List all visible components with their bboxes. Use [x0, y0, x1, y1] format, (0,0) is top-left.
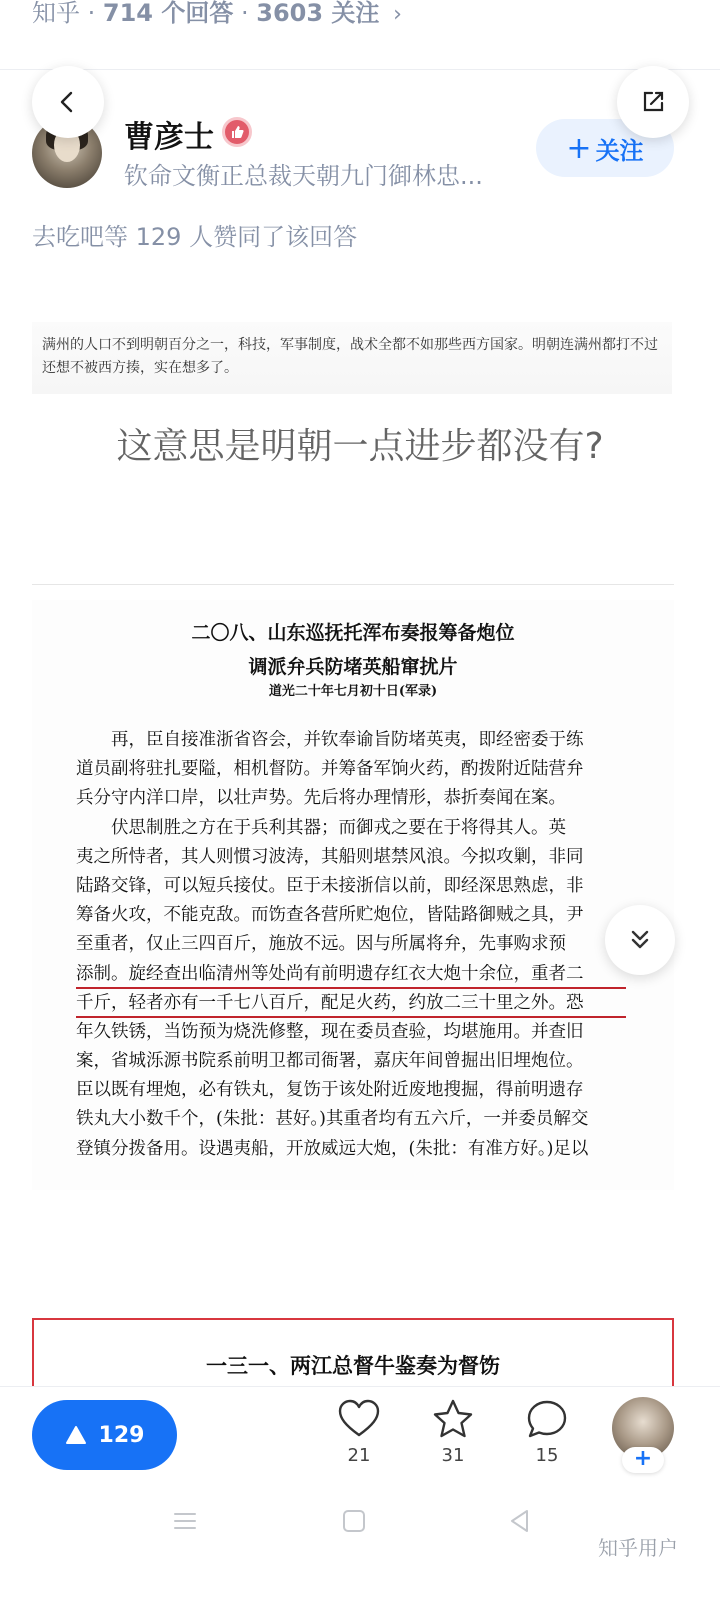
plus-icon: + [566, 130, 592, 166]
document-title-line1: 二〇八、山东巡抚托浑布奏报筹备炮位 [191, 622, 515, 644]
document-line: 陆路交锋，可以短兵接仗。臣于未接浙信以前，即经深思熟虑，非 [76, 875, 584, 896]
favorite-count: 31 [441, 1445, 465, 1466]
star-icon [431, 1399, 475, 1439]
answer-count: 714 个回答 [102, 0, 234, 27]
system-nav-bar [0, 1486, 720, 1600]
document-body [76, 726, 626, 1164]
document-line-underlined: 添制。旋经查出临清州等处尚有前明遗存红衣大炮十余位，重者二 [76, 960, 626, 989]
share-icon [639, 88, 667, 116]
document-line: 至重者，仅止三四百斤，施放不远。因与所属将弁，先事购求预 [76, 934, 566, 955]
back-button[interactable] [32, 66, 104, 138]
document-date: 道光二十年七月初十日(军录) [268, 684, 438, 699]
author-bio: 钦命文衡正总裁天朝九门御林忠... [124, 162, 483, 190]
like-button[interactable] [329, 1399, 389, 1466]
author-name[interactable]: 曹彦士 [124, 120, 214, 155]
follow-plus-icon[interactable]: + [622, 1447, 664, 1473]
menu-icon[interactable] [172, 1508, 198, 1534]
document-line: 再，臣自接准浙省咨会，并钦奉谕旨防堵英夷，即经密委于练 [76, 730, 584, 750]
document-line: 夷之所恃者，其人则惯习波涛，其船则堪禁风浪。今拟攻剿，非同 [76, 846, 584, 867]
verified-badge-icon [222, 117, 252, 147]
next-answer-button[interactable] [605, 905, 675, 975]
upvote-triangle-icon [65, 1425, 87, 1445]
share-button[interactable] [617, 66, 689, 138]
document-line: 道员副将驻扎要隘，相机督防。并筹备军饷火药，酌拨附近陆营弁 [76, 759, 584, 780]
follow-label: 关注 [595, 136, 644, 165]
document-scan-image[interactable] [32, 600, 674, 1190]
comment-count: 15 [535, 1445, 559, 1466]
favorite-button[interactable] [423, 1399, 483, 1466]
document-line: 伏思制胜之方在于兵利其器；而御戎之要在于将得其人。英 [76, 817, 566, 838]
home-square-icon[interactable] [341, 1508, 367, 1534]
chevron-right-icon: › [393, 2, 402, 27]
document-line: 臣以既有埋炮，必有铁丸，复饬于该处附近废地搜掘，得前明遗存 [76, 1080, 584, 1101]
document-title-line2: 调派弁兵防堵英船窜扰片 [248, 656, 458, 678]
document-line: 兵分守内洋口岸，以壮声势。先后将办理情形，恭折奏闻在案。 [76, 788, 566, 809]
upvote-count: 129 [98, 1422, 145, 1448]
back-triangle-icon[interactable] [507, 1508, 533, 1534]
upvote-button[interactable] [32, 1400, 177, 1470]
back-arrow-icon [54, 88, 82, 116]
comment-button[interactable] [517, 1399, 577, 1466]
upvoters-summary[interactable]: 去吃吧等 129 人赞同了该回答 [32, 223, 358, 251]
document-line-underlined: 千斤，轻者亦有一千七八百斤，配足火药，约放二三十里之外。恐 [76, 989, 626, 1018]
answer-action-bar [0, 1386, 720, 1486]
like-count: 21 [347, 1445, 371, 1466]
document-line: 年久铁锈，当饬预为烧洗修整，现在委员查验，均堪施用。并查旧 [76, 1021, 584, 1042]
site-name: 知乎 [32, 0, 80, 27]
divider [0, 69, 720, 70]
watermark: 知乎用户 [598, 1536, 678, 1560]
heart-icon [337, 1399, 381, 1439]
document-line: 案，省城泺源书院系前明卫都司衙署，嘉庆年间曾掘出旧埋炮位。 [76, 1051, 584, 1072]
question-meta[interactable]: 知乎 · 714 个回答 · 3603 关注 › [32, 0, 402, 27]
document-line: 铁丸大小数千个，(朱批：甚好。)其重者均有五六斤，一并委员解交 [76, 1109, 589, 1130]
divider [32, 584, 674, 585]
document-line: 登镇分拨备用。设遇夷船，开放威远大炮，(朱批：有准方好。)足以 [76, 1138, 589, 1159]
answer-text: 这意思是明朝一点进步都没有? [116, 426, 604, 467]
chevron-down-double-icon [626, 926, 654, 954]
follower-count: 3603 关注 [256, 0, 380, 27]
document-line: 筹备火攻，不能克敌。而饬查各营所贮炮位，皆陆路御贼之具，尹 [76, 905, 584, 926]
quoted-comment-image[interactable]: 满州的人口不到明朝百分之一，科技，军事制度，战术全都不如那些西方国家。明朝连满州都打不过还想不被西方揍，实在想多了。 [32, 322, 672, 394]
second-document-title: 一三一、两江总督牛鉴奏为督饬 [206, 1353, 500, 1378]
comment-bubble-icon [525, 1399, 569, 1439]
